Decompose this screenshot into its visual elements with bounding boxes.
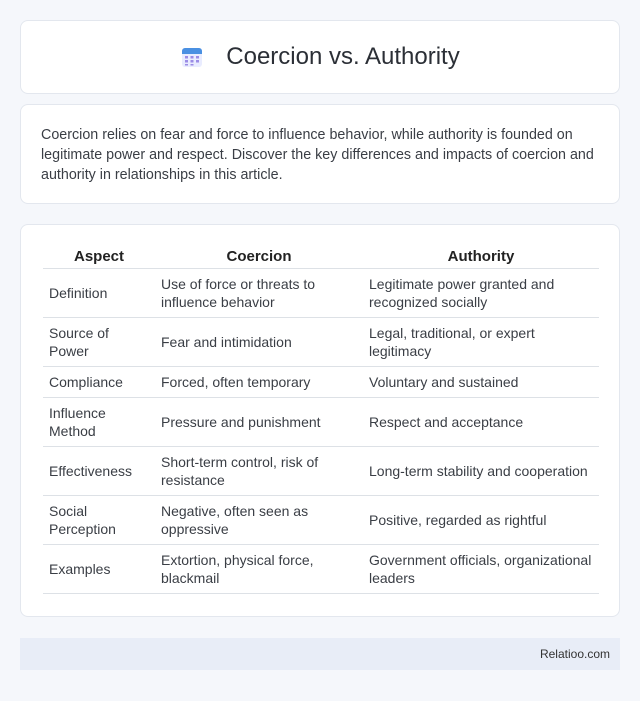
row-aspect: Effectiveness (43, 447, 155, 496)
row-coercion: Forced, often temporary (155, 367, 363, 398)
row-coercion: Negative, often seen as oppressive (155, 496, 363, 545)
row-authority: Legitimate power granted and recognized socially (363, 269, 599, 318)
row-authority: Respect and acceptance (363, 398, 599, 447)
footer-brand: Relatioo.com (539, 647, 610, 661)
row-aspect: Examples (43, 545, 155, 594)
row-authority: Long-term stability and cooperation (363, 447, 599, 496)
row-authority: Legal, traditional, or expert legitimacy (363, 318, 599, 367)
table-row (43, 398, 599, 447)
row-authority: Government officials, organizational leaders (363, 545, 599, 594)
intro-text: Coercion relies on fear and force to influence behavior, while authority is founded on legitimate power and respect. Discover the key differences and impacts of coercion and authority in relationships in this article. (41, 127, 594, 183)
table-row (43, 318, 599, 367)
table-row (43, 447, 599, 496)
row-aspect: Social Perception (43, 496, 155, 545)
table-row (43, 545, 599, 594)
row-aspect: Definition (43, 269, 155, 318)
comparison-table (43, 245, 599, 594)
row-coercion: Short-term control, risk of resistance (155, 447, 363, 496)
row-coercion: Use of force or threats to influence behavior (155, 269, 363, 318)
row-aspect: Compliance (43, 367, 155, 398)
page-title: Coercion vs. Authority (226, 43, 460, 70)
table-header-row (43, 245, 599, 269)
calendar-icon (180, 45, 204, 69)
table-row (43, 367, 599, 398)
row-authority: Voluntary and sustained (363, 367, 599, 398)
comparison-card (20, 224, 620, 617)
row-coercion: Extortion, physical force, blackmail (155, 545, 363, 594)
row-coercion: Fear and intimidation (155, 318, 363, 367)
row-aspect: Source of Power (43, 318, 155, 367)
title-card (20, 20, 620, 94)
table-row (43, 269, 599, 318)
header-authority: Authority (363, 245, 599, 269)
footer (20, 638, 620, 670)
header-aspect: Aspect (43, 245, 155, 269)
intro-card (20, 104, 620, 204)
row-aspect: Influence Method (43, 398, 155, 447)
row-coercion: Pressure and punishment (155, 398, 363, 447)
row-authority: Positive, regarded as rightful (363, 496, 599, 545)
table-row (43, 496, 599, 545)
header-coercion: Coercion (155, 245, 363, 269)
